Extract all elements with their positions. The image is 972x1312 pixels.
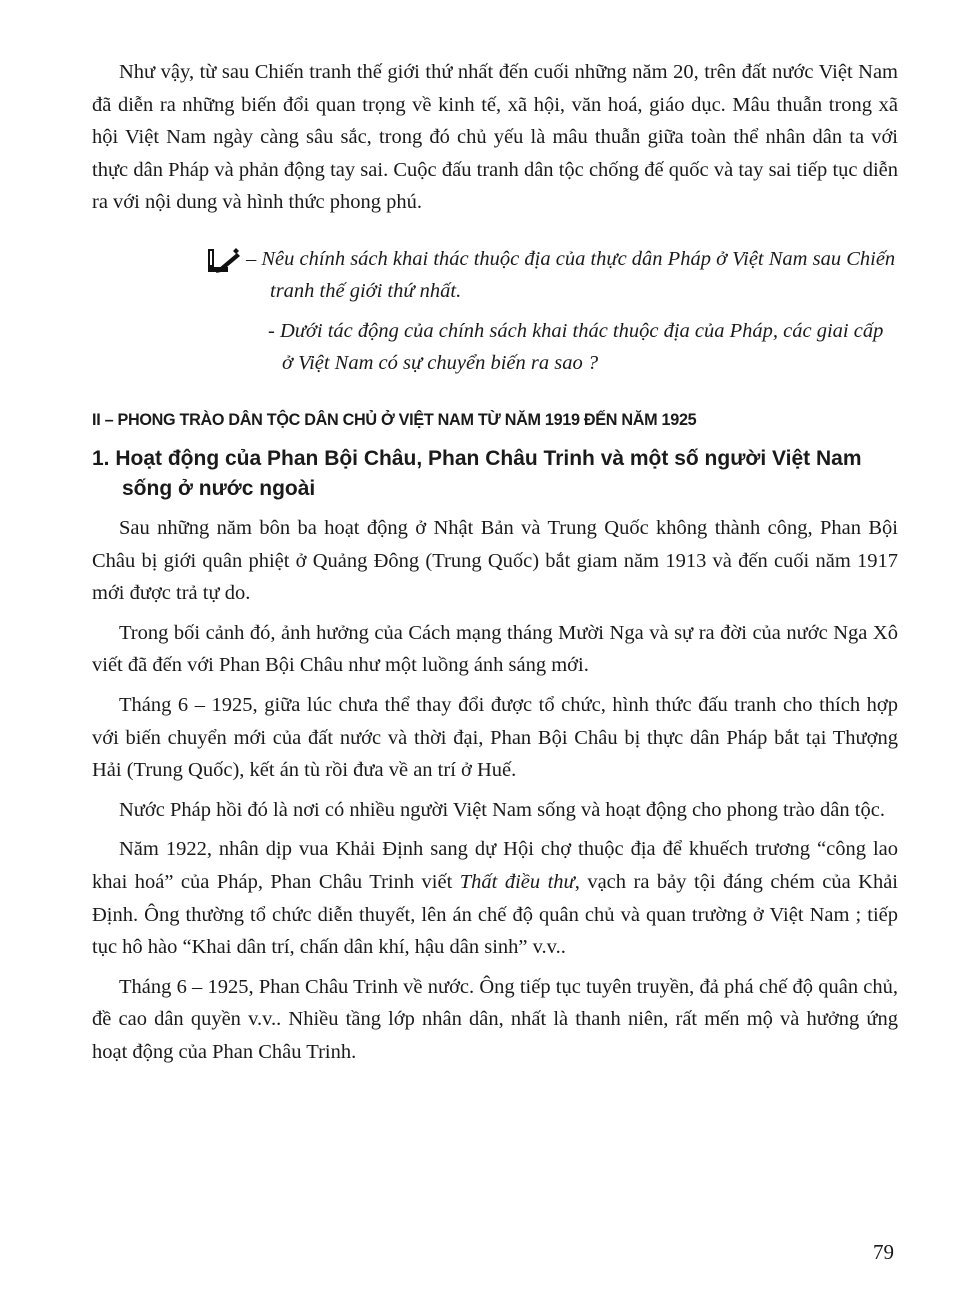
body-paragraph: Tháng 6 – 1925, Phan Châu Trinh về nước. Ông tiếp tục tuyên truyền, đả phá chế độ quân chủ, đề cao dân quyền v.v.. Nhiều tầng lớp nhân dân, nhất là thanh niên, rất mến mộ và hưởng ứng hoạt động của Phan Châu Trinh. [92, 975, 898, 1063]
body-paragraph-that-dieu-thu [92, 833, 898, 963]
paragraph-text: Năm 1922, nhân dịp vua Khải Định sang dự Hội chợ thuộc địa để khuếch trương “công lao khai hoá” của Pháp, Phan Châu Trinh viết [92, 838, 898, 893]
page-number: 79 [873, 1240, 894, 1264]
body-paragraph: Trong bối cảnh đó, ảnh hưởng của Cách mạng tháng Mười Nga và sự ra đời của nước Nga Xô viết đã đến với Phan Bội Châu như một luồng ánh sáng mới. [92, 621, 898, 677]
body-paragraph: Sau những năm bôn ba hoạt động ở Nhật Bản và Trung Quốc không thành công, Phan Bội Châu bị giới quân phiệt ở Quảng Đông (Trung Quốc) bắt giam năm 1913 và đến cuối năm 1917 mới được trả tự do. [92, 516, 898, 605]
review-questions [206, 243, 896, 379]
pencil-notebook-icon [206, 245, 240, 275]
page-content [92, 56, 898, 1068]
book-title: Thất điều thư [459, 870, 575, 893]
intro-paragraph: Như vậy, từ sau Chiến tranh thế giới thứ nhất đến cuối những năm 20, trên đất nước Việt Nam đã diễn ra những biến đổi quan trọng về kinh tế, xã hội, văn hoá, giáo dục. Mâu thuẫn trong xã hội Việt Nam ngày càng sâu sắc, trong đó chủ yếu là mâu thuẫn giữa toàn thể nhân dân ta với thực dân Pháp và phản động tay sai. Cuộc đấu tranh dân tộc chống đế quốc và tay sai tiếp tục diễn ra với nội dung và hình thức phong phú. [92, 61, 898, 214]
body-paragraph: Tháng 6 – 1925, giữa lúc chưa thể thay đổi được tổ chức, hình thức đấu tranh cho thích hợp với biến chuyển mới của đất nước và thời đại, Phan Bội Châu bị thực dân Pháp bắt tại Thượng Hải (Trung Quốc), kết án tù rồi đưa về an trí ở Huế. [92, 693, 898, 782]
subsection-heading: 1. Hoạt động của Phan Bội Châu, Phan Châu Trinh và một số người Việt Nam sống ở nước ngoài [92, 446, 862, 500]
question-item: – Nêu chính sách khai thác thuộc địa của thực dân Pháp ở Việt Nam sau Chiến tranh thế giới thứ nhất. [246, 247, 896, 302]
paragraph-text: , vạch ra bảy tội đáng chém của Khải Định. Ông thường tổ chức diễn thuyết, lên án chế độ quân chủ và quan trường ở Việt Nam ; tiếp tục hô hào “Khai dân trí, chấn dân khí, hậu dân sinh” v.v.. [92, 870, 898, 959]
section-heading: II – PHONG TRÀO DÂN TỘC DÂN CHỦ Ở VIỆT NAM TỪ NĂM 1919 ĐẾN NĂM 1925 [92, 410, 697, 429]
body-paragraph: Nước Pháp hồi đó là nơi có nhiều người Việt Nam sống và hoạt động cho phong trào dân tộc. [119, 798, 885, 821]
question-item: - Dưới tác động của chính sách khai thác thuộc địa của Pháp, các giai cấp ở Việt Nam có sự chuyển biến ra sao ? [268, 319, 884, 374]
